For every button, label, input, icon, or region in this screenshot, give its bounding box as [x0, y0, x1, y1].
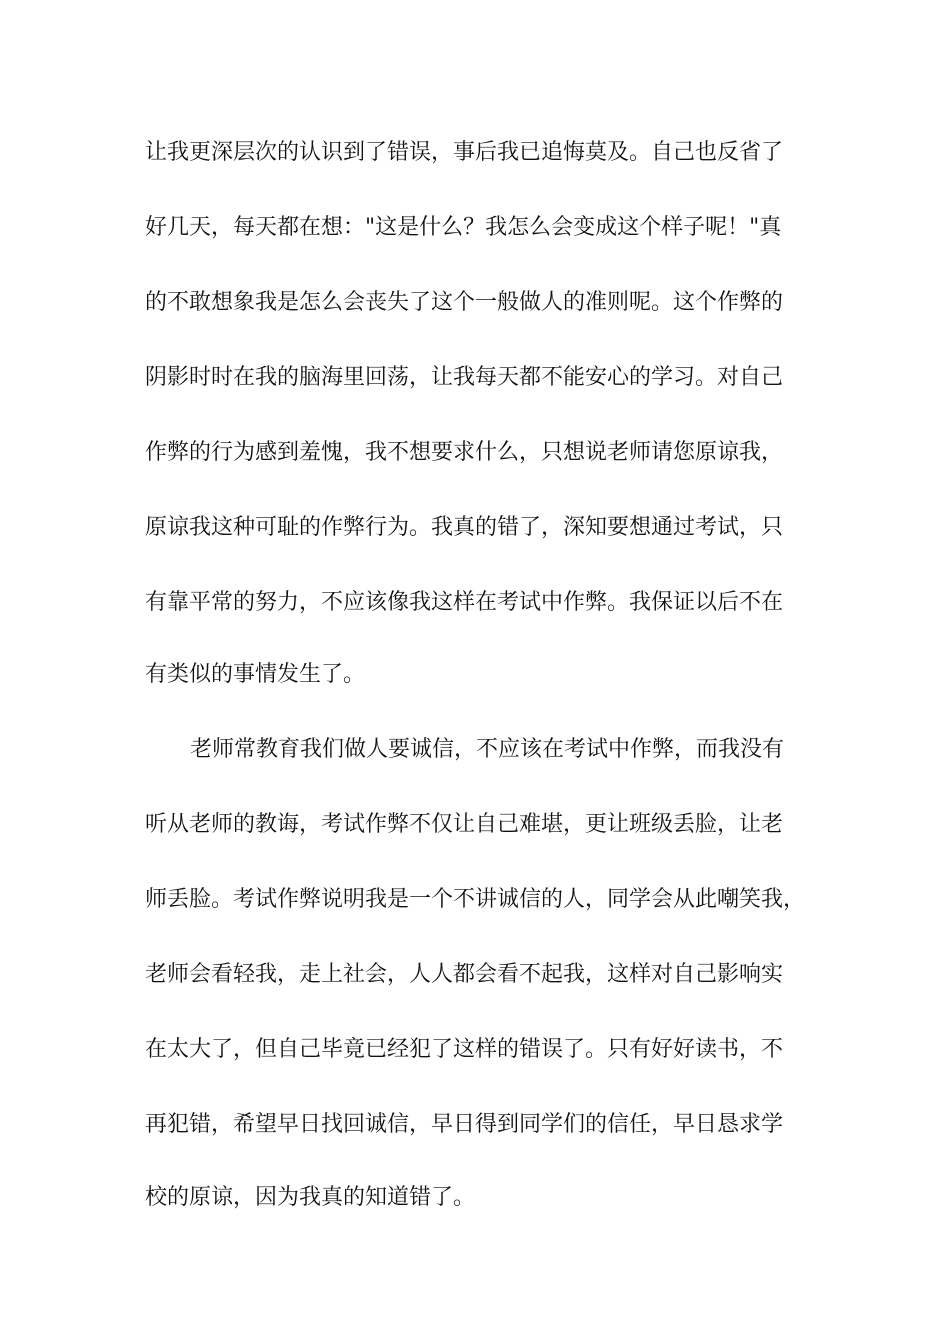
- paragraph-line: 师丢脸。考试作弊说明我是一个不讲诚信的人，同学会从此嘲笑我，: [145, 887, 806, 912]
- paragraph-line: 原谅我这种可耻的作弊行为。我真的错了，深知要想通过考试，只: [145, 515, 784, 540]
- paragraph-line: 作弊的行为感到羞愧，我不想要求什么，只想说老师请您原谅我，: [145, 440, 784, 465]
- paragraph-line: 听从老师的教诲，考试作弊不仅让自己难堪，更让班级丢脸，让老: [145, 812, 784, 837]
- paragraph-line: 让我更深层次的认识到了错误，事后我已追悔莫及。自己也反省了: [145, 140, 784, 165]
- paragraph-line: 老师常教育我们做人要诚信，不应该在考试中作弊，而我没有: [190, 737, 785, 762]
- paragraph-line: 有靠平常的努力，不应该像我这样在考试中作弊。我保证以后不在: [145, 590, 784, 615]
- paragraph-line: 好几天，每天都在想："这是什么？我怎么会变成这个样子呢！"真: [145, 215, 782, 240]
- paragraph-line: 阴影时时在我的脑海里回荡，让我每天都不能安心的学习。对自己: [145, 365, 784, 390]
- paragraph-line: 有类似的事情发生了。: [145, 662, 366, 687]
- paragraph-line: 再犯错，希望早日找回诚信，早日得到同学们的信任，早日恳求学: [145, 1112, 784, 1137]
- paragraph-line: 校的原谅，因为我真的知道错了。: [145, 1185, 476, 1210]
- paragraph-line: 在太大了，但自己毕竟已经犯了这样的错误了。只有好好读书，不: [145, 1037, 784, 1062]
- paragraph-line: 的不敢想象我是怎么会丧失了这个一般做人的准则呢。这个作弊的: [145, 290, 784, 315]
- paragraph-line: 老师会看轻我，走上社会，人人都会看不起我，这样对自己影响实: [145, 962, 784, 987]
